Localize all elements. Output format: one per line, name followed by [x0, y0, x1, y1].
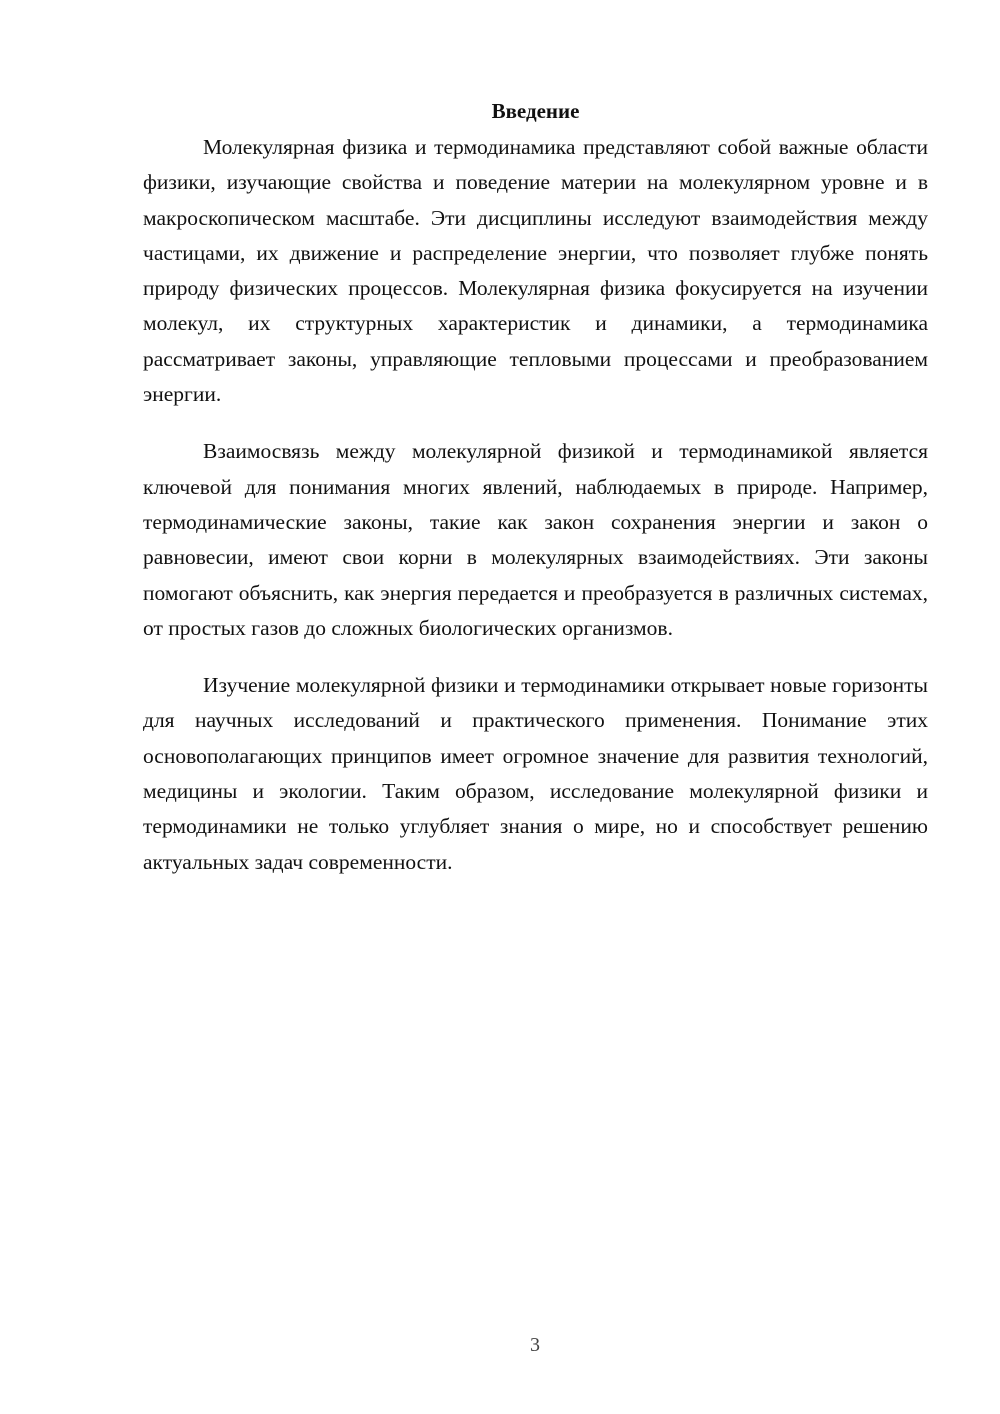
paragraph-2: Взаимосвязь между молекулярной физикой и термодинамикой является ключевой для понимания многих явлений, наблюдаемых в природе. Например, термодинамические законы, такие как закон сохранения энергии и закон о равновесии, имеют свои корни в молекулярных взаимодействиях. Эти законы помогают объяснить, как энергия передается и преобразуется в различных системах, от простых газов до сложных биологических организмов. [143, 439, 928, 640]
page-number: 3 [530, 1334, 540, 1356]
section-heading: Введение [491, 99, 580, 123]
page-content [143, 96, 928, 902]
paragraph-3: Изучение молекулярной физики и термодинамики открывает новые горизонты для научных исследований и практического применения. Понимание этих основополагающих принципов имеет огромное значение для развития технологий, медицины и экологии. Таким образом, исследование молекулярной физики и термодинамики не только углубляет знания о мире, но и способствует решению актуальных задач современности. [143, 673, 928, 874]
paragraph-1: Молекулярная физика и термодинамика представляют собой важные области физики, изучающие свойства и поведение материи на молекулярном уровне и в макроскопическом масштабе. Эти дисциплины исследуют взаимодействия между частицами, их движение и распределение энергии, что позволяет глубже понять природу физических процессов. Молекулярная физика фокусируется на изучении молекул, их структурных характеристик и динамики, а термодинамика рассматривает законы, управляющие тепловыми процессами и преобразованием энергии. [143, 135, 928, 407]
